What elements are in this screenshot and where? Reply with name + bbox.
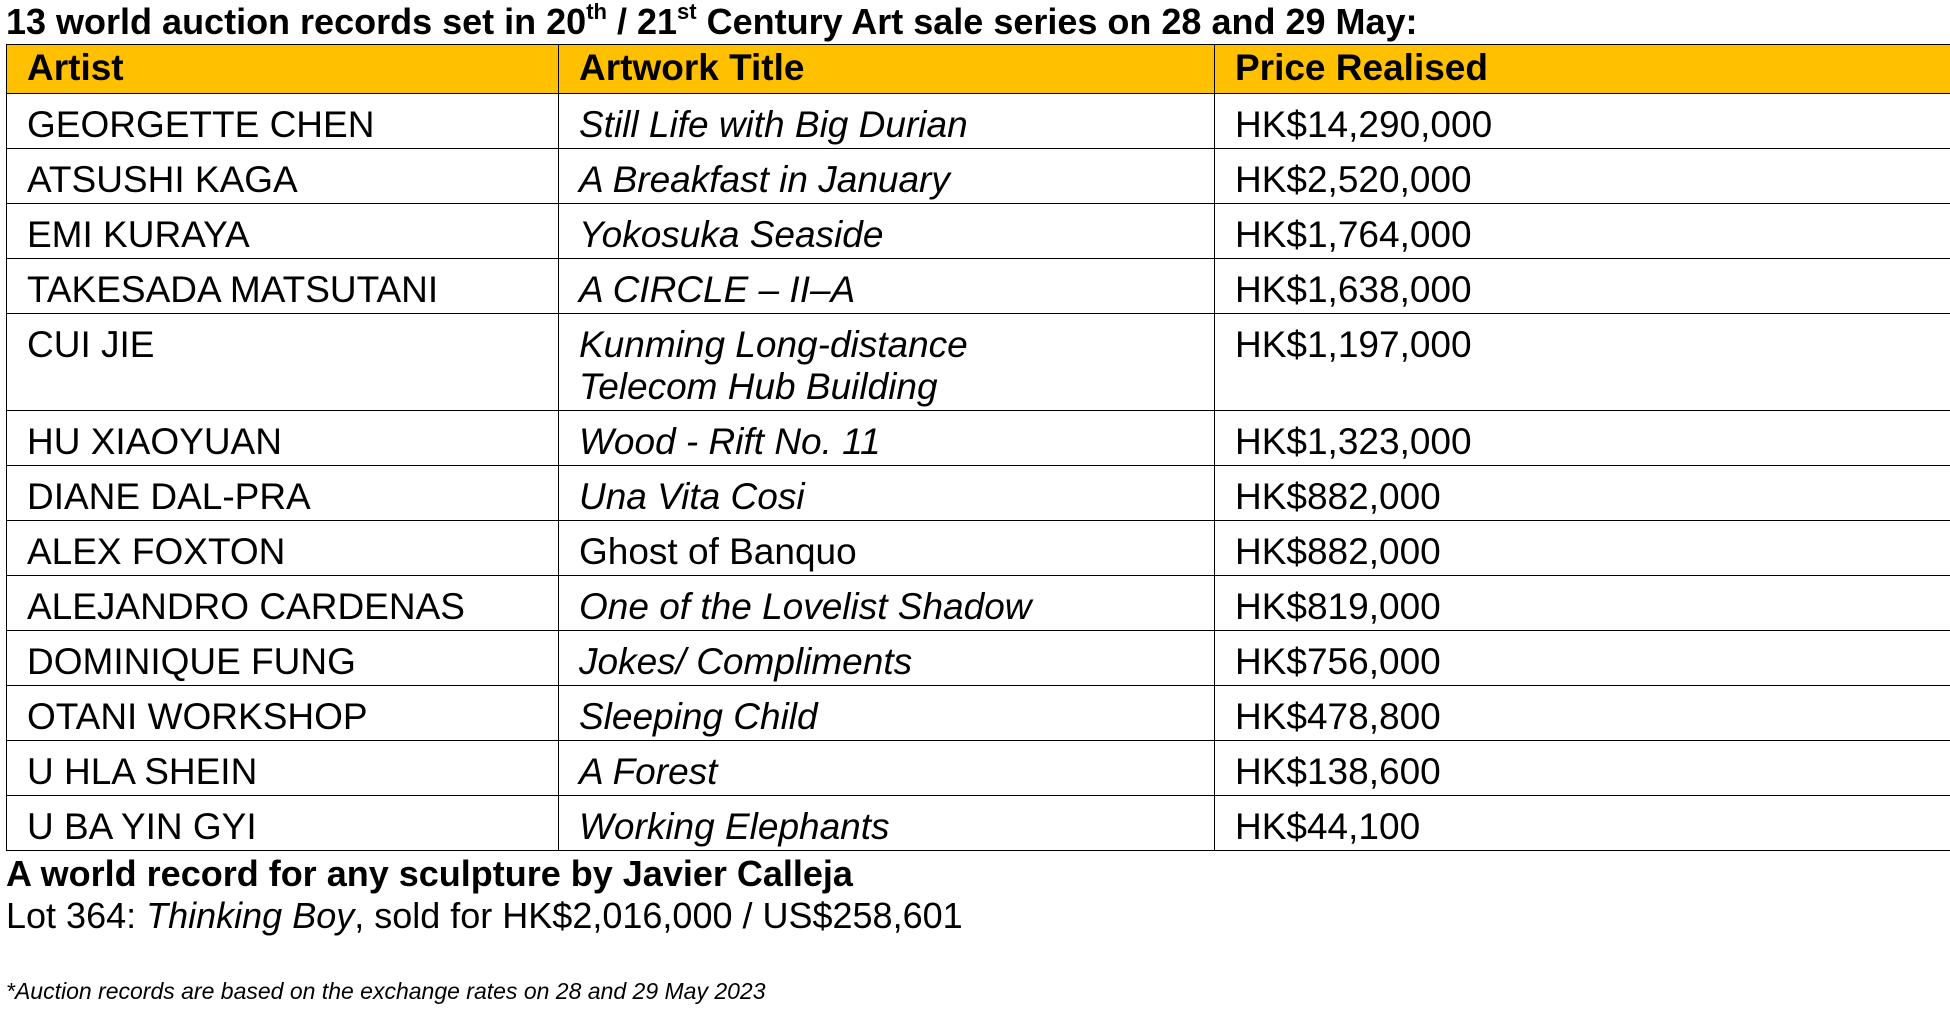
table-row (7, 576, 1950, 631)
table-row (7, 796, 1950, 851)
table-row (7, 259, 1950, 314)
artist-cell: GEORGETTE CHEN (7, 94, 559, 149)
price-cell: HK$14,290,000 (1215, 94, 1950, 149)
artwork-title-line: Una Vita Cosi (579, 476, 805, 517)
artwork-title-line: Working Elephants (579, 806, 890, 847)
table-row (7, 686, 1950, 741)
table-row (7, 149, 1950, 204)
artwork-title-line: Sleeping Child (579, 696, 818, 737)
artwork-title-line: Telecom Hub Building (579, 366, 938, 407)
table-row (7, 521, 1950, 576)
artwork-title-line: Yokosuka Seaside (579, 214, 884, 255)
artwork-title-line: Kunming Long-distance (579, 324, 968, 365)
price-cell: HK$882,000 (1215, 466, 1950, 521)
artist-cell: DOMINIQUE FUNG (7, 631, 559, 686)
heading-text-3: Century Art sale series on 28 and 29 May: (696, 1, 1418, 42)
table-row (7, 94, 1950, 149)
lot-description (6, 895, 1950, 937)
artwork-title-cell (559, 741, 1215, 796)
artwork-title-line: A CIRCLE – II–A (579, 269, 856, 310)
table-row (7, 466, 1950, 521)
price-cell: HK$819,000 (1215, 576, 1950, 631)
artwork-title-cell (559, 149, 1215, 204)
artwork-title-cell (559, 631, 1215, 686)
price-cell: HK$1,764,000 (1215, 204, 1950, 259)
heading-sup-2: st (677, 0, 697, 24)
price-cell: HK$882,000 (1215, 521, 1950, 576)
document-page (6, 0, 1950, 1005)
table-row (7, 631, 1950, 686)
artist-cell: U BA YIN GYI (7, 796, 559, 851)
artwork-title-cell (559, 259, 1215, 314)
artwork-title-line: A Breakfast in January (579, 159, 950, 200)
sculpture-record-heading: A world record for any sculpture by Javier Calleja (6, 853, 853, 894)
artist-cell: ALEJANDRO CARDENAS (7, 576, 559, 631)
price-cell: HK$1,323,000 (1215, 411, 1950, 466)
artwork-title-line: A Forest (579, 751, 718, 792)
artwork-title-cell (559, 466, 1215, 521)
column-header-title: Artwork Title (559, 45, 1215, 94)
price-cell: HK$756,000 (1215, 631, 1950, 686)
records-heading (6, 0, 1950, 44)
artwork-title-cell (559, 576, 1215, 631)
lot-sale-details: , sold for HK$2,016,000 / US$258,601 (354, 895, 963, 936)
artist-cell: U HLA SHEIN (7, 741, 559, 796)
artwork-title-cell (559, 686, 1215, 741)
price-cell: HK$2,520,000 (1215, 149, 1950, 204)
artwork-title-cell (559, 796, 1215, 851)
artist-cell: ALEX FOXTON (7, 521, 559, 576)
table-row (7, 204, 1950, 259)
heading-text-1: 13 world auction records set in 20 (6, 1, 587, 42)
artist-cell: EMI KURAYA (7, 204, 559, 259)
artist-cell: OTANI WORKSHOP (7, 686, 559, 741)
table-body (7, 94, 1950, 851)
artist-cell: ATSUSHI KAGA (7, 149, 559, 204)
artwork-title-line: Wood - Rift No. 11 (579, 421, 881, 462)
artist-cell: DIANE DAL-PRA (7, 466, 559, 521)
artwork-title-line: Ghost of Banquo (579, 531, 857, 572)
artist-cell: CUI JIE (7, 314, 559, 411)
heading-text-2: / 21 (606, 1, 678, 42)
artist-cell: TAKESADA MATSUTANI (7, 259, 559, 314)
lot-artwork-title: Thinking Boy (146, 895, 355, 936)
artwork-title-cell (559, 204, 1215, 259)
price-cell: HK$478,800 (1215, 686, 1950, 741)
lot-prefix: Lot 364: (6, 895, 147, 936)
price-cell: HK$138,600 (1215, 741, 1950, 796)
artwork-title-cell (559, 94, 1215, 149)
table-row (7, 741, 1950, 796)
price-cell: HK$1,638,000 (1215, 259, 1950, 314)
auction-records-table (6, 44, 1950, 851)
table-row (7, 314, 1950, 411)
artwork-title-cell (559, 521, 1215, 576)
column-header-price: Price Realised (1215, 45, 1950, 94)
table-header-row (7, 45, 1950, 94)
artwork-title-line: Still Life with Big Durian (579, 104, 968, 145)
artwork-title-line: One of the Lovelist Shadow (579, 586, 1032, 627)
artwork-title-cell (559, 411, 1215, 466)
table-row (7, 411, 1950, 466)
footnote: *Auction records are based on the exchange rates on 28 and 29 May 2023 (6, 978, 766, 1004)
artwork-title-cell (559, 314, 1215, 411)
heading-sup-1: th (586, 0, 607, 24)
price-cell: HK$1,197,000 (1215, 314, 1950, 411)
price-cell: HK$44,100 (1215, 796, 1950, 851)
artist-cell: HU XIAOYUAN (7, 411, 559, 466)
artwork-title-line: Jokes/ Compliments (579, 641, 913, 682)
column-header-artist: Artist (7, 45, 559, 94)
